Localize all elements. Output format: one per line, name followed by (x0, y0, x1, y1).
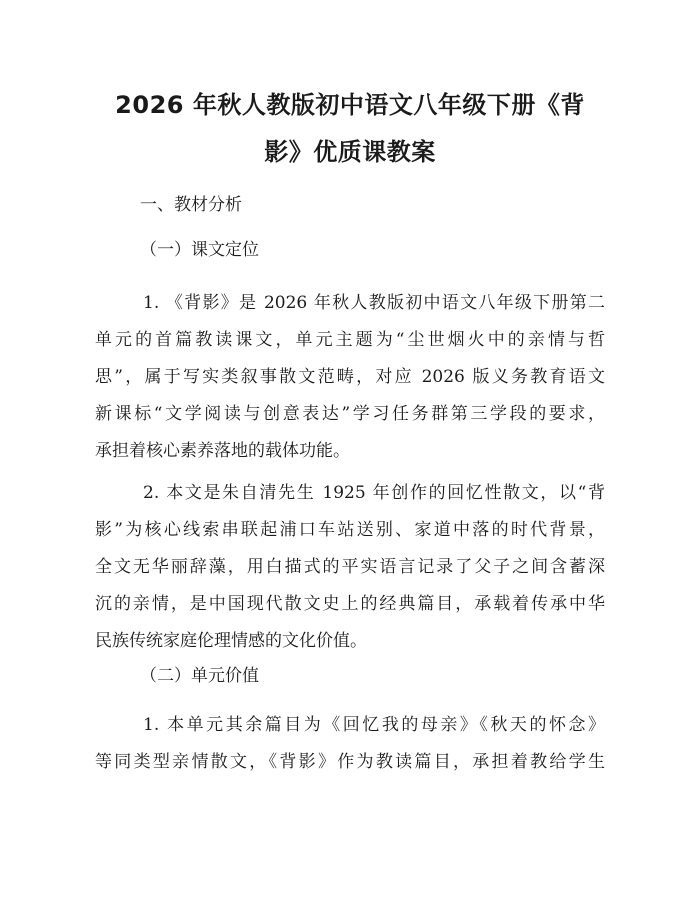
paragraph-line: 1. 本单元其余篇目为《回忆我的母亲》《秋天的怀念》 (143, 715, 605, 735)
paragraph-line: 单元的首篇教读课文，单元主题为“尘世烟火中的亲情与哲 (95, 330, 605, 350)
paragraph-line: 新课标“文学阅读与创意表达”学习任务群第三学段的要求， (95, 404, 605, 424)
paragraph-line: 民族传统家庭伦理情感的文化价值。 (95, 631, 367, 651)
paragraph-line: 思”，属于写实类叙事散文范畴，对应 2026 版义务教育语文 (95, 367, 605, 387)
paragraph-text-positioning-1 (95, 285, 605, 470)
document-title-line-1: 2026 年秋人教版初中语文八年级下册《背 (115, 91, 585, 119)
paragraph-line: 全文无华丽辞藻，用白描式的平实语言记录了父子之间含蓄深 (95, 557, 605, 577)
paragraph-line: 等同类型亲情散文，《背影》作为教读篇目，承担着教给学生 (95, 752, 605, 772)
section-heading-teaching-material-analysis: 一、教材分析 (140, 195, 242, 215)
subsection-heading-unit-value: （二）单元价值 (140, 666, 259, 686)
subsection-heading-text-positioning: （一）课文定位 (140, 240, 259, 260)
paragraph-line: 1. 《背影》是 2026 年秋人教版初中语文八年级下册第二 (143, 293, 605, 313)
paragraph-line: 沉的亲情，是中国现代散文史上的经典篇目，承载着传承中华 (95, 594, 605, 614)
paragraph-line: 影”为核心线索串联起浦口车站送别、家道中落的时代背景， (95, 520, 605, 540)
paragraph-line: 2. 本文是朱自清先生 1925 年创作的回忆性散文，以“背 (143, 483, 605, 503)
document-title-line-2: 影》优质课教案 (264, 138, 436, 166)
paragraph-line: 承担着核心素养落地的载体功能。 (95, 441, 350, 461)
paragraph-unit-value-1 (95, 707, 605, 781)
paragraph-text-positioning-2 (95, 475, 605, 660)
